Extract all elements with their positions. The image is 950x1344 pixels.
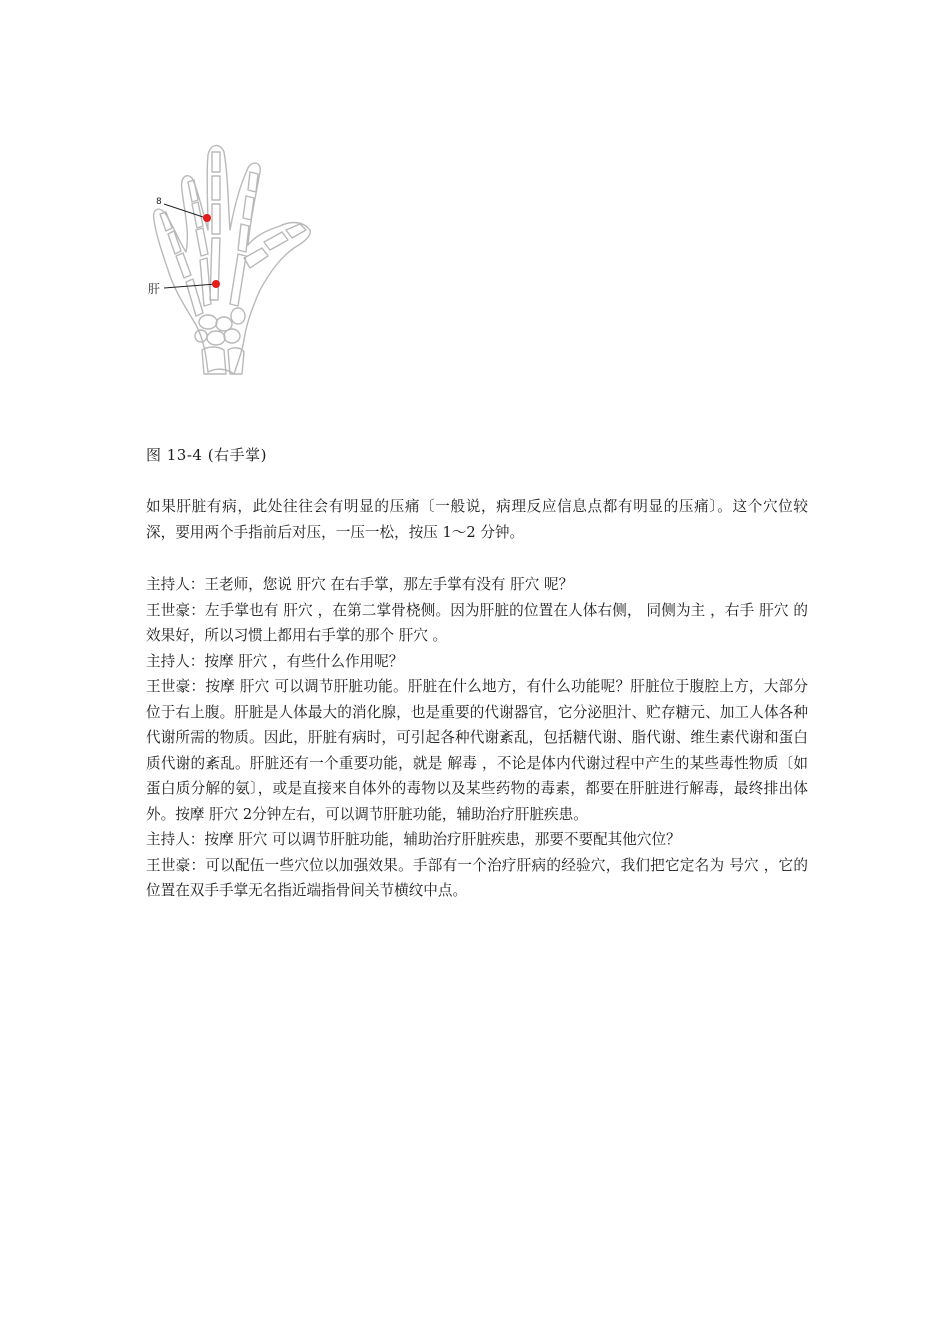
dialogue-line: 主持人：按摩 肝穴 ，有些什么作用呢？ [146,652,404,670]
dialogue-line: 王世豪：可以配伍一些穴位以加强效果。手部有一个治疗肝病的经验穴，我们把它定名为 号穴 ，它的位置在双手手掌无名指近端指骨间关节横纹中点。 [146,856,808,899]
dialogue-section [146,572,808,904]
dialogue-line: 王世豪：左手掌也有 肝穴 ，在第二掌骨桡侧。因为肝脏的位置在人体右侧， 同侧为主 ，右手 肝穴 的效果好，所以习惯上都用右手掌的那个 肝穴 。 [146,601,808,644]
acupoint-liver-label: 肝 [148,282,161,296]
dialogue-line: 主持人：王老师，您说 肝穴 在右手掌，那左手掌有没有 肝穴 呢？ [146,576,574,593]
intro-text: 如果肝脏有病，此处往往会有明显的压痛〔一般说，病理反应信息点都有明显的压痛〕。这个穴位较深，要用两个手指前后对压，一压一松，按压 1～2 分钟。 [146,498,808,541]
dialogue-line: 主持人：按摩 肝穴 可以调节肝脏功能，辅助治疗肝脏疾患，那要不要配其他穴位？ [146,831,681,848]
hand-diagram [146,140,356,378]
acupoint-8-label: 8 [156,197,162,207]
acupoint-8-marker [203,214,211,222]
figure-caption: 图 13-4 (右手掌) [146,446,267,464]
hand-skeleton-illustration [146,140,356,378]
acupoint-liver-marker [212,280,220,288]
dialogue-line: 王世豪：按摩 肝穴 可以调节肝脏功能。肝脏在什么地方，有什么功能呢？肝脏位于腹腔上方，大部分位于右上腹。肝脏是人体最大的消化腺，也是重要的代谢器官，它分泌胆汁、贮存糖元、加工人体各种代谢所需的物质。因此，肝脏有病时，可引起各种代谢紊乱，包括糖代谢、脂代谢、维生素代谢和蛋白质代谢的紊乱。肝脏还有一个重要功能，就是 解毒 ，不论是体内代谢过程中产生的某些毒性物质〔如蛋白质分解的氨〕，或是直接来自体外的毒物以及某些药物的毒素，都要在肝脏进行解毒，最终排出体外。按摩 肝穴 2分钟左右，可以调节肝脏功能，辅助治疗肝脏疾患。 [146,678,808,823]
intro-paragraph [146,494,808,545]
